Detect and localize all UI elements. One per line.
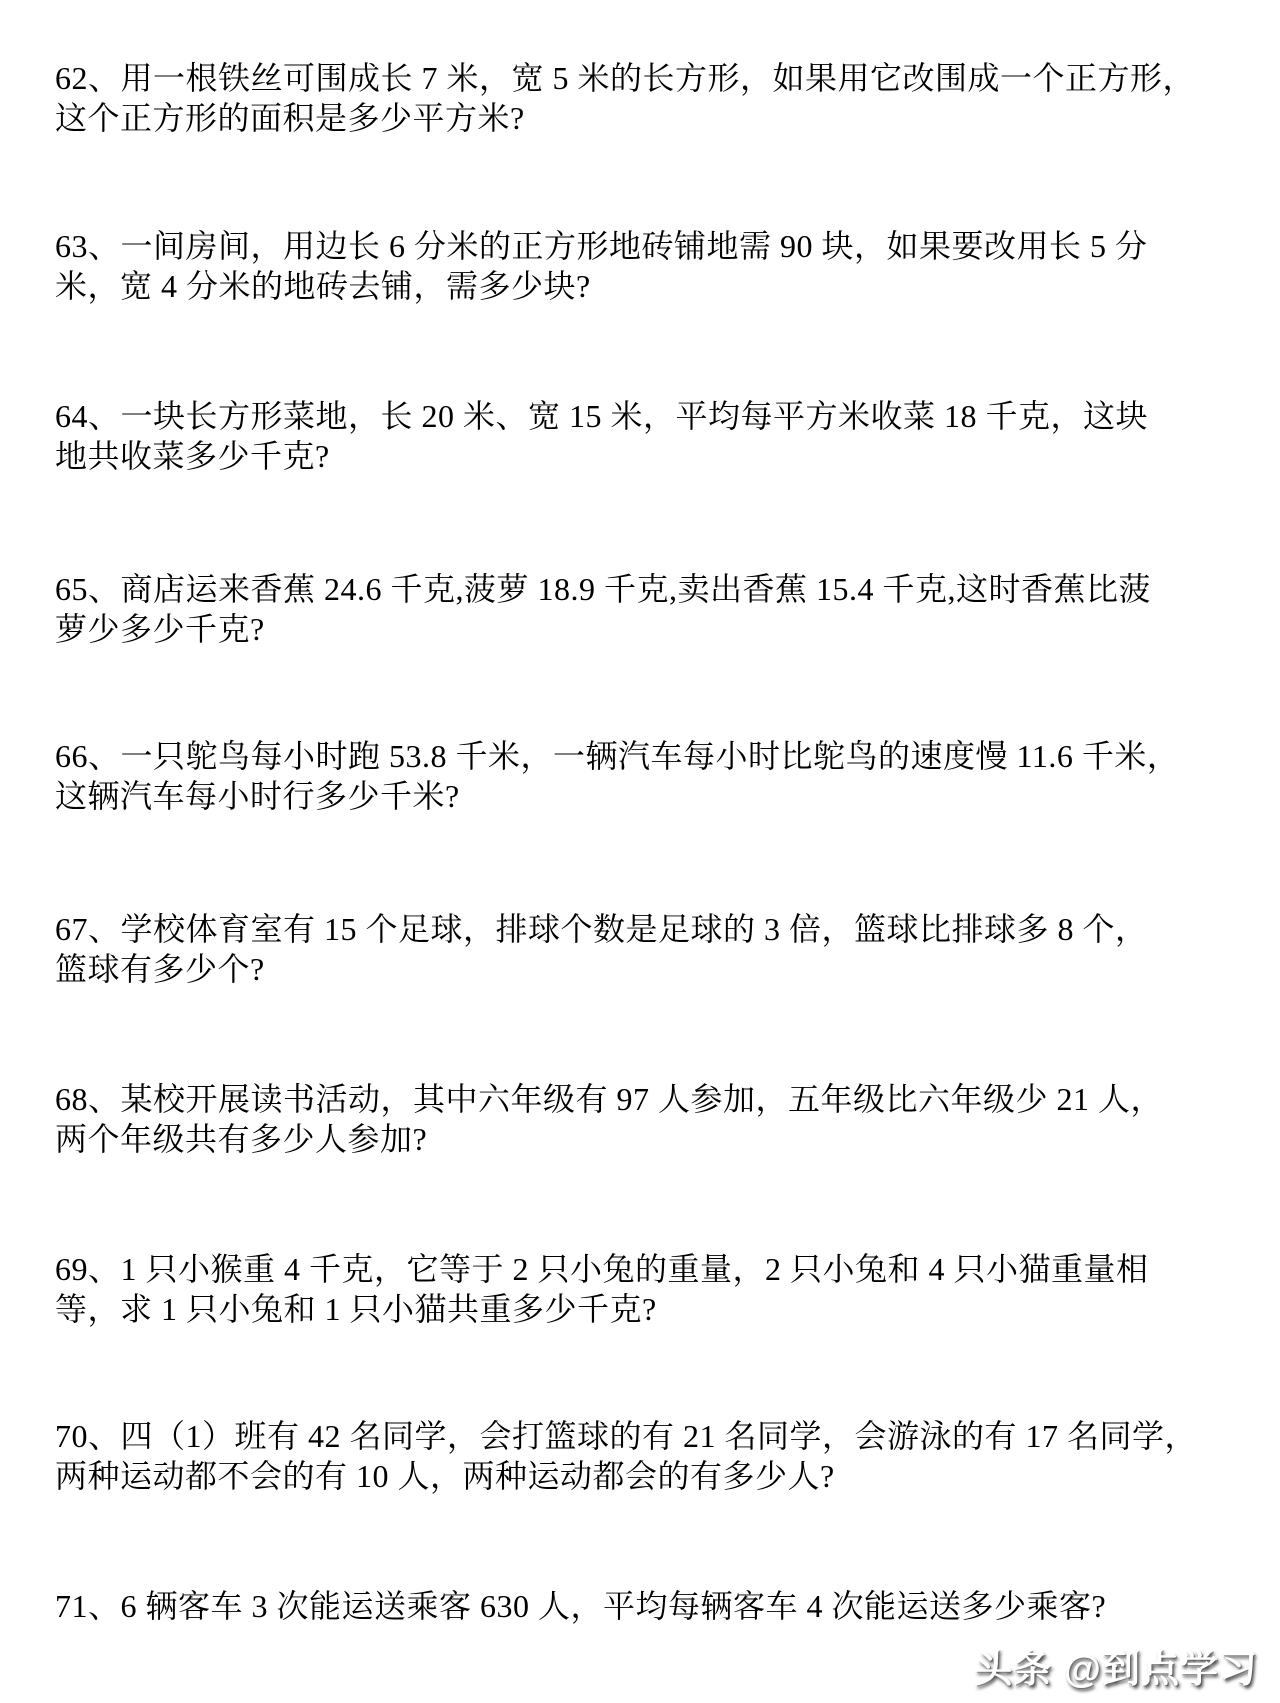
problem-line: 米，宽 4 分米的地砖去铺，需多少块?	[55, 268, 591, 304]
problem-line: 两种运动都不会的有 10 人，两种运动都会的有多少人?	[55, 1458, 835, 1494]
problem-item-64	[55, 396, 1149, 476]
problem-item-63	[55, 226, 1148, 306]
problem-line: 69、1 只小猴重 4 千克，它等于 2 只小兔的重量，2 只小兔和 4 只小猫重量相	[55, 1251, 1149, 1287]
problem-item-70	[55, 1416, 1198, 1496]
problem-line: 这辆汽车每小时行多少千米?	[55, 778, 460, 814]
problem-line: 篮球有多少个?	[55, 951, 265, 987]
problem-line: 62、用一根铁丝可围成长 7 米，宽 5 米的长方形，如果用它改围成一个正方形，	[55, 60, 1196, 96]
problem-item-67	[55, 909, 1148, 989]
problem-line: 65、商店运来香蕉 24.6 千克,菠萝 18.9 千克,卖出香蕉 15.4 千克,这时香蕉比菠	[55, 571, 1152, 607]
problem-line: 64、一块长方形菜地，长 20 米、宽 15 米，平均每平方米收菜 18 千克，这块	[55, 398, 1149, 434]
problem-line: 等，求 1 只小兔和 1 只小猫共重多少千克?	[55, 1291, 657, 1327]
problem-line: 66、一只鸵鸟每小时跑 53.8 千米，一辆汽车每小时比鸵鸟的速度慢 11.6 千米，	[55, 738, 1180, 774]
problem-line: 两个年级共有多少人参加?	[55, 1121, 428, 1157]
problem-line: 这个正方形的面积是多少平方米?	[55, 100, 525, 136]
problem-line: 63、一间房间，用边长 6 分米的正方形地砖铺地需 90 块，如果要改用长 5 分	[55, 228, 1148, 264]
problem-item-62	[55, 58, 1196, 138]
problem-item-71	[55, 1586, 1140, 1626]
problem-item-65	[55, 569, 1152, 649]
problem-item-68	[55, 1079, 1164, 1159]
watermark: 头条 @到点学习	[974, 1649, 1258, 1691]
problem-line: 地共收菜多少千克?	[55, 438, 330, 474]
problem-line: 70、四（1）班有 42 名同学，会打篮球的有 21 名同学，会游泳的有 17 名同学，	[55, 1418, 1198, 1454]
problem-item-66	[55, 736, 1180, 816]
problem-line: 68、某校开展读书活动，其中六年级有 97 人参加，五年级比六年级少 21 人，	[55, 1081, 1164, 1117]
problem-line: 萝少多少千克?	[55, 611, 265, 647]
problem-line: 71、6 辆客车 3 次能运送乘客 630 人，平均每辆客车 4 次能运送多少乘客?	[55, 1588, 1107, 1624]
problem-item-69	[55, 1249, 1149, 1329]
problem-line: 67、学校体育室有 15 个足球，排球个数是足球的 3 倍，篮球比排球多 8 个，	[55, 911, 1148, 947]
